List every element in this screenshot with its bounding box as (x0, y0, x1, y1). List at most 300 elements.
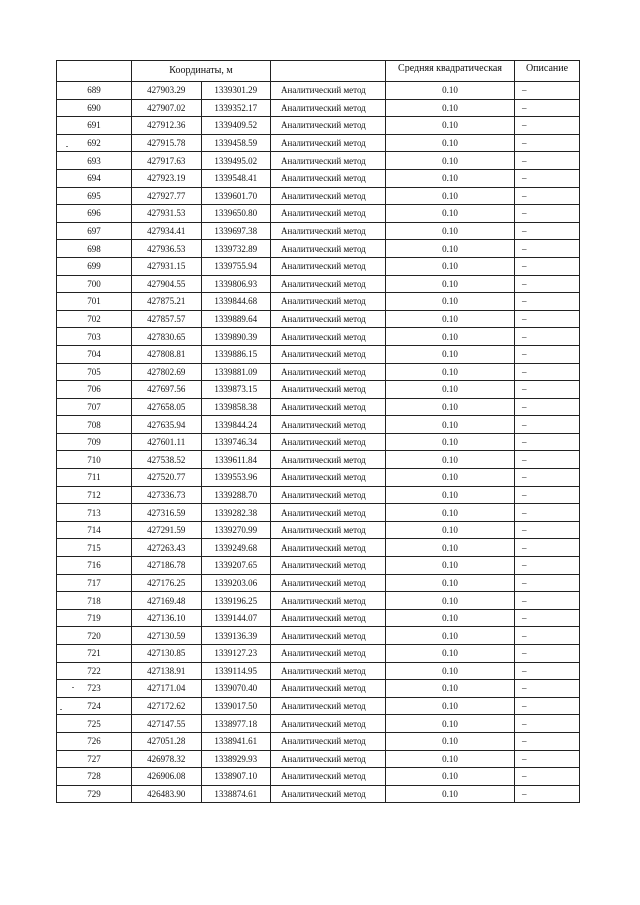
cell-number: 710 (57, 451, 132, 469)
cell-y: 1339746.34 (201, 433, 271, 451)
table-row (57, 785, 580, 803)
cell-y: 1339282.38 (201, 504, 271, 522)
cell-y: 1339495.02 (201, 152, 271, 170)
cell-x: 427830.65 (132, 328, 202, 346)
cell-error: 0.10 (386, 117, 515, 135)
cell-x: 427857.57 (132, 310, 202, 328)
cell-description: – (515, 187, 580, 205)
cell-number: 720 (57, 627, 132, 645)
table-row (57, 486, 580, 504)
cell-y: 1339890.39 (201, 328, 271, 346)
cell-number: 714 (57, 521, 132, 539)
cell-number: 697 (57, 222, 132, 240)
cell-number: 700 (57, 275, 132, 293)
cell-method: Аналитический метод (271, 310, 386, 328)
table-row (57, 152, 580, 170)
cell-description: – (515, 345, 580, 363)
cell-number: 693 (57, 152, 132, 170)
cell-description: – (515, 750, 580, 768)
cell-x: 427263.43 (132, 539, 202, 557)
cell-x: 427923.19 (132, 169, 202, 187)
cell-method: Аналитический метод (271, 486, 386, 504)
table-row (57, 645, 580, 663)
cell-y: 1339873.15 (201, 381, 271, 399)
cell-method: Аналитический метод (271, 715, 386, 733)
cell-x: 427936.53 (132, 240, 202, 258)
table-row (57, 592, 580, 610)
cell-y: 1339114.95 (201, 662, 271, 680)
table-row (57, 574, 580, 592)
cell-method: Аналитический метод (271, 645, 386, 663)
cell-number: 701 (57, 293, 132, 311)
cell-x: 427907.02 (132, 99, 202, 117)
cell-number: 699 (57, 257, 132, 275)
cell-description: – (515, 469, 580, 487)
cell-description: – (515, 398, 580, 416)
table-row (57, 240, 580, 258)
table-row (57, 257, 580, 275)
cell-error: 0.10 (386, 574, 515, 592)
cell-number: 689 (57, 82, 132, 100)
header-description-label: Описание (525, 63, 569, 73)
cell-description: – (515, 240, 580, 258)
cell-x: 427658.05 (132, 398, 202, 416)
cell-description: – (515, 275, 580, 293)
table-row (57, 433, 580, 451)
coordinates-table (56, 60, 580, 803)
cell-error: 0.10 (386, 205, 515, 223)
cell-x: 426483.90 (132, 785, 202, 803)
cell-y: 1339270.99 (201, 521, 271, 539)
cell-method: Аналитический метод (271, 521, 386, 539)
table-row (57, 451, 580, 469)
cell-method: Аналитический метод (271, 469, 386, 487)
cell-description: – (515, 557, 580, 575)
cell-y: 1339070.40 (201, 680, 271, 698)
cell-method: Аналитический метод (271, 345, 386, 363)
cell-description: – (515, 645, 580, 663)
cell-x: 427336.73 (132, 486, 202, 504)
cell-x: 427697.56 (132, 381, 202, 399)
cell-error: 0.10 (386, 310, 515, 328)
cell-error: 0.10 (386, 152, 515, 170)
cell-error: 0.10 (386, 521, 515, 539)
cell-error: 0.10 (386, 504, 515, 522)
cell-number: 726 (57, 732, 132, 750)
cell-error: 0.10 (386, 134, 515, 152)
cell-x: 427130.85 (132, 645, 202, 663)
cell-number: 717 (57, 574, 132, 592)
cell-y: 1339409.52 (201, 117, 271, 135)
cell-error: 0.10 (386, 328, 515, 346)
cell-y: 1339889.64 (201, 310, 271, 328)
cell-description: – (515, 117, 580, 135)
cell-y: 1338874.61 (201, 785, 271, 803)
cell-method: Аналитический метод (271, 574, 386, 592)
cell-number: 723 (57, 680, 132, 698)
cell-error: 0.10 (386, 345, 515, 363)
cell-method: Аналитический метод (271, 82, 386, 100)
cell-error: 0.10 (386, 363, 515, 381)
cell-x: 427147.55 (132, 715, 202, 733)
table-body (57, 82, 580, 803)
cell-method: Аналитический метод (271, 785, 386, 803)
cell-y: 1339136.39 (201, 627, 271, 645)
cell-method: Аналитический метод (271, 504, 386, 522)
cell-x: 427138.91 (132, 662, 202, 680)
cell-number: 721 (57, 645, 132, 663)
cell-error: 0.10 (386, 469, 515, 487)
table-row (57, 416, 580, 434)
cell-x: 427171.04 (132, 680, 202, 698)
cell-number: 709 (57, 433, 132, 451)
cell-y: 1339881.09 (201, 363, 271, 381)
cell-y: 1339288.70 (201, 486, 271, 504)
cell-number: 715 (57, 539, 132, 557)
cell-y: 1339203.06 (201, 574, 271, 592)
cell-y: 1339017.50 (201, 697, 271, 715)
cell-error: 0.10 (386, 293, 515, 311)
cell-description: – (515, 152, 580, 170)
cell-number: 725 (57, 715, 132, 733)
cell-method: Аналитический метод (271, 732, 386, 750)
cell-method: Аналитический метод (271, 99, 386, 117)
cell-error: 0.10 (386, 645, 515, 663)
cell-x: 427136.10 (132, 609, 202, 627)
cell-x: 427903.29 (132, 82, 202, 100)
cell-x: 427520.77 (132, 469, 202, 487)
cell-x: 427927.77 (132, 187, 202, 205)
cell-method: Аналитический метод (271, 680, 386, 698)
cell-error: 0.10 (386, 82, 515, 100)
cell-x: 427176.25 (132, 574, 202, 592)
cell-description: – (515, 205, 580, 223)
table-row (57, 363, 580, 381)
cell-description: – (515, 416, 580, 434)
cell-method: Аналитический метод (271, 557, 386, 575)
scan-speck (60, 709, 62, 710)
table-header-row (57, 61, 580, 82)
table-row (57, 82, 580, 100)
cell-method: Аналитический метод (271, 117, 386, 135)
cell-error: 0.10 (386, 680, 515, 698)
cell-x: 427635.94 (132, 416, 202, 434)
header-method (271, 61, 386, 82)
cell-number: 729 (57, 785, 132, 803)
cell-description: – (515, 363, 580, 381)
cell-method: Аналитический метод (271, 750, 386, 768)
cell-error: 0.10 (386, 187, 515, 205)
cell-error: 0.10 (386, 257, 515, 275)
cell-y: 1339858.38 (201, 398, 271, 416)
cell-y: 1339611.84 (201, 451, 271, 469)
cell-x: 426906.08 (132, 768, 202, 786)
cell-method: Аналитический метод (271, 627, 386, 645)
cell-x: 427934.41 (132, 222, 202, 240)
cell-method: Аналитический метод (271, 134, 386, 152)
cell-y: 1339548.41 (201, 169, 271, 187)
cell-description: – (515, 662, 580, 680)
cell-x: 427316.59 (132, 504, 202, 522)
table-row (57, 697, 580, 715)
table-row (57, 134, 580, 152)
cell-y: 1339144.07 (201, 609, 271, 627)
cell-number: 707 (57, 398, 132, 416)
cell-y: 1339458.59 (201, 134, 271, 152)
cell-x: 427186.78 (132, 557, 202, 575)
cell-error: 0.10 (386, 451, 515, 469)
cell-x: 427875.21 (132, 293, 202, 311)
cell-description: – (515, 592, 580, 610)
cell-method: Аналитический метод (271, 539, 386, 557)
cell-number: 713 (57, 504, 132, 522)
table-row (57, 99, 580, 117)
table-row (57, 205, 580, 223)
cell-method: Аналитический метод (271, 328, 386, 346)
table-row (57, 222, 580, 240)
cell-error: 0.10 (386, 381, 515, 399)
cell-number: 704 (57, 345, 132, 363)
cell-y: 1339650.80 (201, 205, 271, 223)
cell-number: 728 (57, 768, 132, 786)
cell-number: 692 (57, 134, 132, 152)
table-row (57, 521, 580, 539)
table-row (57, 310, 580, 328)
cell-method: Аналитический метод (271, 398, 386, 416)
cell-error: 0.10 (386, 99, 515, 117)
cell-y: 1339196.25 (201, 592, 271, 610)
cell-x: 427931.15 (132, 257, 202, 275)
cell-description: – (515, 257, 580, 275)
table-row (57, 275, 580, 293)
table-row (57, 169, 580, 187)
cell-method: Аналитический метод (271, 768, 386, 786)
cell-method: Аналитический метод (271, 609, 386, 627)
cell-x: 426978.32 (132, 750, 202, 768)
cell-x: 427802.69 (132, 363, 202, 381)
cell-error: 0.10 (386, 768, 515, 786)
cell-description: – (515, 293, 580, 311)
cell-x: 427915.78 (132, 134, 202, 152)
header-description (515, 61, 580, 82)
cell-number: 706 (57, 381, 132, 399)
cell-y: 1339886.15 (201, 345, 271, 363)
cell-number: 698 (57, 240, 132, 258)
cell-y: 1339697.38 (201, 222, 271, 240)
table-row (57, 328, 580, 346)
cell-x: 427169.48 (132, 592, 202, 610)
table-row (57, 557, 580, 575)
header-coordinates: Координаты, м (132, 61, 271, 82)
cell-x: 427538.52 (132, 451, 202, 469)
table-row (57, 609, 580, 627)
cell-y: 1339553.96 (201, 469, 271, 487)
cell-x: 427904.55 (132, 275, 202, 293)
cell-y: 1339301.29 (201, 82, 271, 100)
cell-error: 0.10 (386, 240, 515, 258)
cell-description: – (515, 486, 580, 504)
cell-error: 0.10 (386, 785, 515, 803)
cell-error: 0.10 (386, 715, 515, 733)
table-row (57, 662, 580, 680)
cell-method: Аналитический метод (271, 416, 386, 434)
table-row (57, 768, 580, 786)
cell-number: 711 (57, 469, 132, 487)
cell-description: – (515, 451, 580, 469)
cell-x: 427917.63 (132, 152, 202, 170)
cell-method: Аналитический метод (271, 240, 386, 258)
cell-description: – (515, 504, 580, 522)
cell-number: 691 (57, 117, 132, 135)
cell-description: – (515, 539, 580, 557)
cell-number: 703 (57, 328, 132, 346)
cell-error: 0.10 (386, 627, 515, 645)
cell-number: 696 (57, 205, 132, 223)
cell-description: – (515, 697, 580, 715)
cell-x: 427601.11 (132, 433, 202, 451)
cell-method: Аналитический метод (271, 381, 386, 399)
cell-description: – (515, 381, 580, 399)
cell-error: 0.10 (386, 275, 515, 293)
table-row (57, 680, 580, 698)
cell-method: Аналитический метод (271, 662, 386, 680)
cell-error: 0.10 (386, 557, 515, 575)
cell-error: 0.10 (386, 398, 515, 416)
cell-description: – (515, 768, 580, 786)
cell-error: 0.10 (386, 732, 515, 750)
cell-number: 695 (57, 187, 132, 205)
cell-x: 427931.53 (132, 205, 202, 223)
table-row (57, 345, 580, 363)
cell-method: Аналитический метод (271, 152, 386, 170)
cell-y: 1338907.10 (201, 768, 271, 786)
cell-error: 0.10 (386, 486, 515, 504)
cell-y: 1339806.93 (201, 275, 271, 293)
cell-number: 724 (57, 697, 132, 715)
table-row (57, 504, 580, 522)
cell-y: 1338941.61 (201, 732, 271, 750)
header-number (57, 61, 132, 82)
cell-method: Аналитический метод (271, 257, 386, 275)
cell-number: 727 (57, 750, 132, 768)
cell-method: Аналитический метод (271, 363, 386, 381)
table-row (57, 627, 580, 645)
cell-description: – (515, 574, 580, 592)
cell-y: 1339249.68 (201, 539, 271, 557)
table-row (57, 381, 580, 399)
cell-description: – (515, 99, 580, 117)
cell-description: – (515, 627, 580, 645)
cell-description: – (515, 433, 580, 451)
cell-error: 0.10 (386, 662, 515, 680)
cell-y: 1339352.17 (201, 99, 271, 117)
cell-error: 0.10 (386, 169, 515, 187)
cell-description: – (515, 328, 580, 346)
table-row (57, 732, 580, 750)
cell-y: 1339601.70 (201, 187, 271, 205)
cell-number: 716 (57, 557, 132, 575)
cell-description: – (515, 680, 580, 698)
cell-x: 427912.36 (132, 117, 202, 135)
cell-error: 0.10 (386, 609, 515, 627)
cell-error: 0.10 (386, 222, 515, 240)
cell-y: 1339207.65 (201, 557, 271, 575)
cell-y: 1339127.23 (201, 645, 271, 663)
cell-x: 427051.28 (132, 732, 202, 750)
header-error (386, 61, 515, 82)
cell-description: – (515, 82, 580, 100)
cell-error: 0.10 (386, 750, 515, 768)
cell-description: – (515, 521, 580, 539)
cell-method: Аналитический метод (271, 169, 386, 187)
cell-method: Аналитический метод (271, 451, 386, 469)
table-row (57, 398, 580, 416)
header-error-label: Средняя квадратическая (398, 63, 502, 73)
cell-number: 712 (57, 486, 132, 504)
cell-method: Аналитический метод (271, 222, 386, 240)
cell-method: Аналитический метод (271, 293, 386, 311)
cell-y: 1338977.18 (201, 715, 271, 733)
cell-description: – (515, 785, 580, 803)
cell-number: 694 (57, 169, 132, 187)
cell-description: – (515, 169, 580, 187)
cell-y: 1338929.93 (201, 750, 271, 768)
cell-description: – (515, 310, 580, 328)
cell-number: 722 (57, 662, 132, 680)
cell-x: 427291.59 (132, 521, 202, 539)
cell-error: 0.10 (386, 416, 515, 434)
cell-number: 702 (57, 310, 132, 328)
cell-description: – (515, 222, 580, 240)
cell-method: Аналитический метод (271, 275, 386, 293)
scan-speck (66, 146, 68, 147)
cell-method: Аналитический метод (271, 697, 386, 715)
table-row (57, 715, 580, 733)
scan-speck (72, 687, 74, 688)
table-row (57, 117, 580, 135)
table-row (57, 750, 580, 768)
cell-x: 427130.59 (132, 627, 202, 645)
cell-number: 705 (57, 363, 132, 381)
cell-error: 0.10 (386, 697, 515, 715)
cell-y: 1339755.94 (201, 257, 271, 275)
cell-description: – (515, 715, 580, 733)
cell-number: 718 (57, 592, 132, 610)
table-row (57, 469, 580, 487)
cell-method: Аналитический метод (271, 433, 386, 451)
cell-x: 427808.81 (132, 345, 202, 363)
cell-error: 0.10 (386, 592, 515, 610)
cell-number: 719 (57, 609, 132, 627)
cell-y: 1339844.24 (201, 416, 271, 434)
table-row (57, 293, 580, 311)
cell-method: Аналитический метод (271, 592, 386, 610)
table-row (57, 539, 580, 557)
table-row (57, 187, 580, 205)
cell-x: 427172.62 (132, 697, 202, 715)
cell-error: 0.10 (386, 539, 515, 557)
cell-description: – (515, 134, 580, 152)
cell-method: Аналитический метод (271, 205, 386, 223)
cell-number: 708 (57, 416, 132, 434)
cell-description: – (515, 732, 580, 750)
cell-y: 1339844.68 (201, 293, 271, 311)
cell-number: 690 (57, 99, 132, 117)
cell-y: 1339732.89 (201, 240, 271, 258)
cell-method: Аналитический метод (271, 187, 386, 205)
cell-error: 0.10 (386, 433, 515, 451)
cell-description: – (515, 609, 580, 627)
